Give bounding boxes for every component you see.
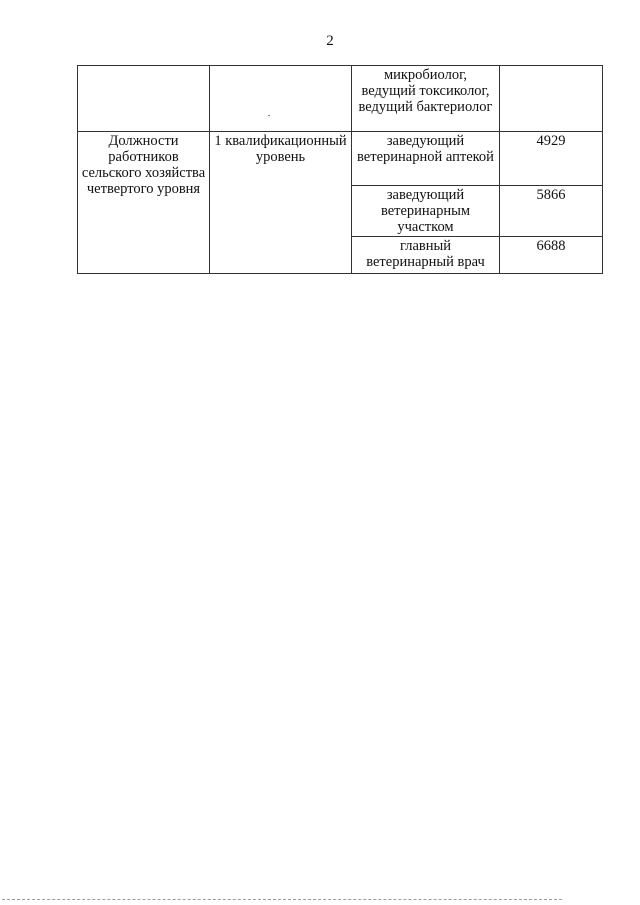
table-cell-salary-empty [500, 66, 603, 132]
scan-edge-line [2, 899, 562, 900]
table-cell-position: заведующий ветеринарным участком [352, 186, 500, 237]
table-row [78, 132, 603, 186]
table-cell-salary: 4929 [500, 132, 603, 186]
table-cell-position: микробиолог, ведущий токсиколог, ведущий бактериолог [352, 66, 500, 132]
table-cell-level: 1 квалификационный уровень [210, 132, 352, 274]
scan-dot [268, 115, 270, 116]
table-cell-position: заведующий ветеринарной аптекой [352, 132, 500, 186]
table-cell-level-empty [210, 66, 352, 132]
table-cell-group: Должности работников сельского хозяйства четвертого уровня [78, 132, 210, 274]
table-cell-position: главный ветеринарный врач [352, 237, 500, 274]
table-row [78, 66, 603, 132]
table-cell-group-empty [78, 66, 210, 132]
salary-table [77, 65, 603, 274]
table-cell-salary: 6688 [500, 237, 603, 274]
page-number: 2 [326, 33, 334, 49]
table-cell-salary: 5866 [500, 186, 603, 237]
salary-table-container [77, 65, 602, 274]
